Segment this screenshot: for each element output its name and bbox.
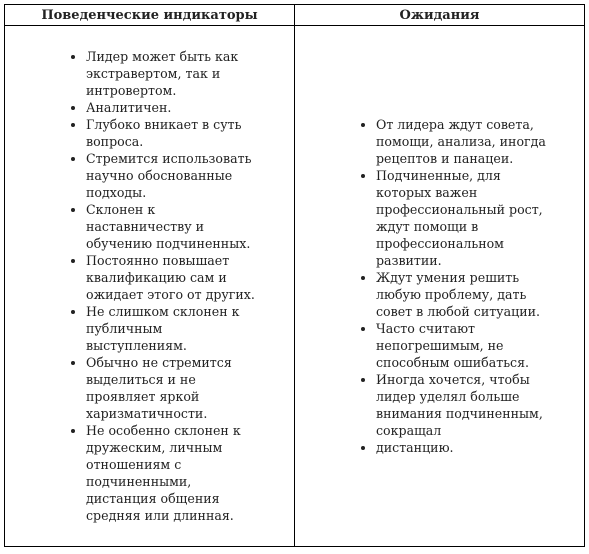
list-item: • От лидера ждут совета, помощи, анализа, иногда рецептов и панацеи. — [376, 116, 554, 167]
list-item: • Обычно не стремится выделиться и не проявляет яркой харизматичности. — [86, 354, 256, 422]
list-item: • Глубоко вникает в суть вопроса. — [86, 116, 256, 150]
list-item: • Часто считают непогрешимым, не способным ошибаться. — [376, 320, 554, 371]
behavioral-indicators-list — [5, 48, 294, 524]
content-row — [5, 26, 585, 547]
header-expectations: Ожидания — [295, 5, 585, 26]
expectations-list — [295, 116, 584, 456]
behavioral-indicators-cell — [5, 26, 295, 547]
header-row — [5, 5, 585, 26]
header-behavioral-indicators: Поведенческие индикаторы — [5, 5, 295, 26]
indicators-table — [4, 4, 585, 547]
list-item: • Склонен к наставничеству и обучению подчиненных. — [86, 201, 256, 252]
list-item: • Не слишком склонен к публичным выступлениям. — [86, 303, 256, 354]
expectations-cell — [295, 26, 585, 547]
list-item: • Подчиненные, для которых важен профессиональный рост, ждут помощи в профессиональном развитии. — [376, 167, 554, 269]
list-item: • дистанцию. — [376, 439, 554, 456]
list-item: • Аналитичен. — [86, 99, 256, 116]
list-item: • Стремится использовать научно обоснованные подходы. — [86, 150, 256, 201]
list-item: • Ждут умения решить любую проблему, дать совет в любой ситуации. — [376, 269, 554, 320]
list-item: • Лидер может быть как экстравертом, так и интровертом. — [86, 48, 256, 99]
list-item: • Не особенно склонен к дружеским, личным отношениям с подчиненными, дистанция общения средняя или длинная. — [86, 422, 256, 524]
list-item: • Постоянно повышает квалификацию сам и ожидает этого от других. — [86, 252, 256, 303]
list-item: • Иногда хочется, чтобы лидер уделял больше внимания подчиненным, сокращал — [376, 371, 554, 439]
